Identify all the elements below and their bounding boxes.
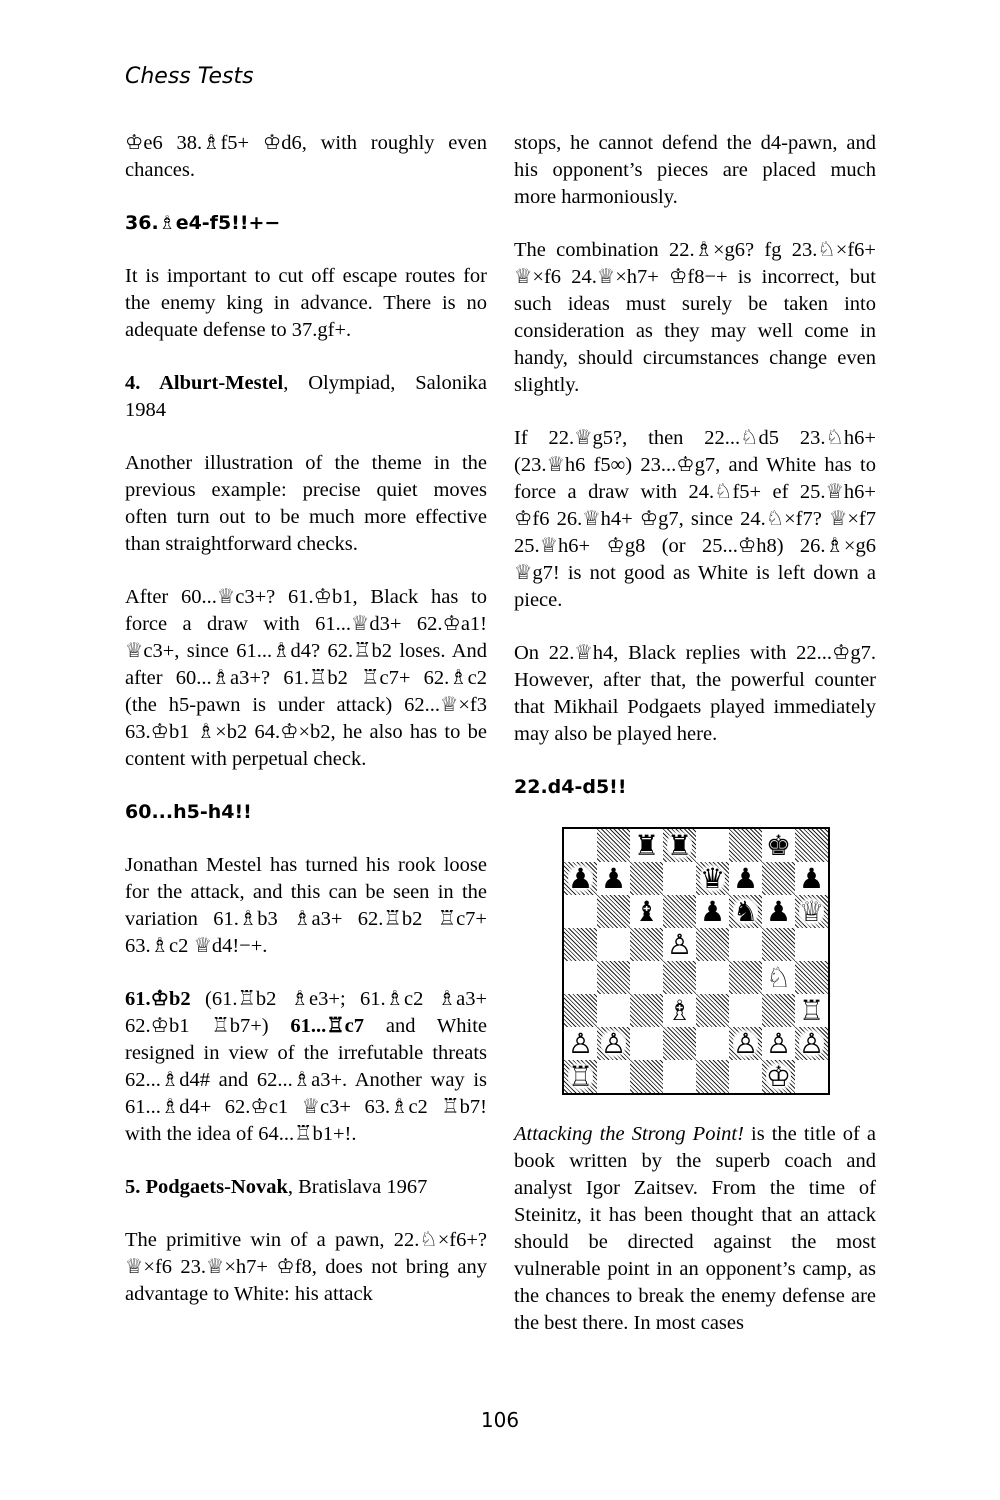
page-number: 106 [480,1408,520,1432]
square-g5 [762,928,795,961]
right-column [514,130,882,1363]
square-d3 [663,994,696,1027]
game-players: 4. Alburt-Mestel [125,372,284,394]
chess-diagram [562,827,830,1095]
move-heading: 22.d4-d5!! [514,776,627,798]
square-f6 [729,895,762,928]
paragraph: The combination 22.♗×g6? fg 23.♘×f6+ ♕×f6 24.♕×h7+ ♔f8−+ is incorrect, but such ideas must surely be taken into consideration as they may well come in handy, should circumstances change even slightly. [514,239,882,396]
square-a5 [564,928,597,961]
square-h6 [795,895,828,928]
square-h3 [795,994,828,1027]
chess-piece-icon: ♟ [765,895,792,928]
square-b7 [597,862,630,895]
chess-piece-icon: ♖ [798,994,825,1027]
square-f2 [729,1027,762,1060]
chess-piece-icon: ♙ [732,1027,759,1060]
square-b5 [597,928,630,961]
move-bold: 61...♖c7 [290,1015,365,1037]
paragraph: If 22.♕g5?, then 22...♘d5 23.♘h6+ (23.♕h6 f5∞) 23...♔g7, and White has to force a draw with 24.♘f5+ ef 25.♕h6+ ♔f6 26.♕h4+ ♔g7, since 24.♘×f7? ♕×f7 25.♕h6+ ♔g8 (or 25...♔h8) 26.♗×g6 ♕g7! is not good as White is left down a piece. [514,427,882,611]
square-e2 [696,1027,729,1060]
left-column [125,130,493,1334]
chess-board [564,829,828,1093]
book-title: Attacking the Strong Point! [514,1123,744,1145]
chess-piece-icon: ♟ [600,862,627,895]
chess-piece-icon: ♟ [567,862,594,895]
chess-piece-icon: ♜ [633,829,660,862]
move-text: and White resigned in view of the irrefutable threats 62...♗d4# and 62...♗a3+. Another way is 61...♗d4+ 62.♔c1 ♕c3+ 63.♗c2 ♖b7! with the idea of 64...♖b1+!. [125,1015,493,1145]
square-b4 [597,961,630,994]
chess-piece-icon: ♛ [699,862,726,895]
square-a6 [564,895,597,928]
chess-piece-icon: ♟ [798,862,825,895]
chess-piece-icon: ♝ [633,895,660,928]
square-g7 [762,862,795,895]
move-text: (61.♖b2 ♗e3+; 61.♗c2 ♗a3+ 62.♔b1 ♖b7+) [125,988,493,1037]
square-h5 [795,928,828,961]
game-heading [125,370,493,424]
paragraph [125,986,493,1148]
chess-piece-icon: ♟ [699,895,726,928]
square-a2 [564,1027,597,1060]
game-heading [125,1174,487,1201]
square-g3 [762,994,795,1027]
square-e8 [696,829,729,862]
chess-piece-icon: ♙ [600,1027,627,1060]
square-f5 [729,928,762,961]
square-b1 [597,1060,630,1093]
chess-piece-icon: ♚ [765,829,792,862]
square-e7 [696,862,729,895]
chess-piece-icon: ♞ [732,895,759,928]
square-a7 [564,862,597,895]
chess-piece-icon: ♔ [765,1060,792,1093]
square-d1 [663,1060,696,1093]
square-d6 [663,895,696,928]
square-e3 [696,994,729,1027]
chess-piece-icon: ♙ [567,1027,594,1060]
square-b2 [597,1027,630,1060]
square-f1 [729,1060,762,1093]
square-b8 [597,829,630,862]
square-c6 [630,895,663,928]
paragraph: Another illustration of the theme in the previous example: precise quiet moves often turn out to be much more effective than straightforward checks. [125,452,493,555]
running-title: Chess Tests [125,64,254,89]
paragraph: ♔e6 38.♗f5+ ♔d6, with roughly even chances. [125,132,493,181]
square-h4 [795,961,828,994]
game-event: , Bratislava 1967 [287,1176,428,1198]
paragraph: Jonathan Mestel has turned his rook loose for the attack, and this can be seen in the variation 61.♗b3 ♗a3+ 62.♖b2 ♖c7+ 63.♗c2 ♕d4!−+. [125,854,493,957]
square-h7 [795,862,828,895]
square-d2 [663,1027,696,1060]
square-f4 [729,961,762,994]
chess-piece-icon: ♙ [798,1027,825,1060]
square-d7 [663,862,696,895]
square-h1 [795,1060,828,1093]
move-bold: 61.♔b2 [125,988,191,1010]
chess-piece-icon: ♙ [765,1027,792,1060]
paragraph: It is important to cut off escape routes for the enemy king in advance. There is no adequate defense to 37.gf+. [125,265,493,341]
square-c1 [630,1060,663,1093]
square-c8 [630,829,663,862]
square-c4 [630,961,663,994]
square-g1 [762,1060,795,1093]
chess-piece-icon: ♜ [666,829,693,862]
square-g8 [762,829,795,862]
square-f3 [729,994,762,1027]
chess-piece-icon: ♙ [666,928,693,961]
square-e6 [696,895,729,928]
paragraph: After 60...♕c3+? 61.♔b1, Black has to force a draw with 61...♕d3+ 62.♔a1! ♕c3+, since 61...♗d4? 62.♖b2 loses. And after 60...♗a3+? 61.♖b2 ♖c7+ 62.♗c2 (the h5-pawn is under attack) 62...♕×f3 63.♔b1 ♗×b2 64.♔×b2, he also has to be content with perpetual check. [125,586,493,770]
move-heading: 36.♗e4-f5!!+− [125,212,281,234]
game-event: , Olympiad, Salonika 1984 [125,372,493,421]
square-c5 [630,928,663,961]
square-e5 [696,928,729,961]
paragraph-text: is the title of a book written by the superb coach and analyst Igor Zaitsev. From the time of Steinitz, it has been thought that an attack should be directed against the most vulnerable point in an opponent’s camp, as the chances to break the enemy defense are the best there. In most cases [514,1123,882,1334]
chess-piece-icon: ♘ [765,961,792,994]
square-d5 [663,928,696,961]
move-heading: 60...h5-h4!! [125,801,252,823]
square-c2 [630,1027,663,1060]
square-h2 [795,1027,828,1060]
chess-piece-icon: ♖ [567,1060,594,1093]
chess-piece-icon: ♕ [798,895,825,928]
square-c3 [630,994,663,1027]
square-f7 [729,862,762,895]
chess-piece-icon: ♗ [666,994,693,1027]
paragraph: On 22.♕h4, Black replies with 22...♔g7. However, after that, the powerful counter that Mikhail Podgaets played immediately may also be played here. [514,642,882,745]
square-g6 [762,895,795,928]
square-a1 [564,1060,597,1093]
paragraph: stops, he cannot defend the d4-pawn, and his opponent’s pieces are placed much more harmoniously. [514,132,882,208]
square-c7 [630,862,663,895]
paragraph [514,1121,882,1337]
square-a8 [564,829,597,862]
square-g4 [762,961,795,994]
square-b6 [597,895,630,928]
game-players: 5. Podgaets-Novak [125,1176,288,1198]
square-h8 [795,829,828,862]
square-a3 [564,994,597,1027]
square-d4 [663,961,696,994]
square-g2 [762,1027,795,1060]
paragraph: The primitive win of a pawn, 22.♘×f6+? ♕×f6 23.♕×h7+ ♔f8, does not bring any advantage to White: his attack [125,1229,493,1305]
square-b3 [597,994,630,1027]
square-e1 [696,1060,729,1093]
square-e4 [696,961,729,994]
square-a4 [564,961,597,994]
square-f8 [729,829,762,862]
square-d8 [663,829,696,862]
chess-piece-icon: ♟ [732,862,759,895]
